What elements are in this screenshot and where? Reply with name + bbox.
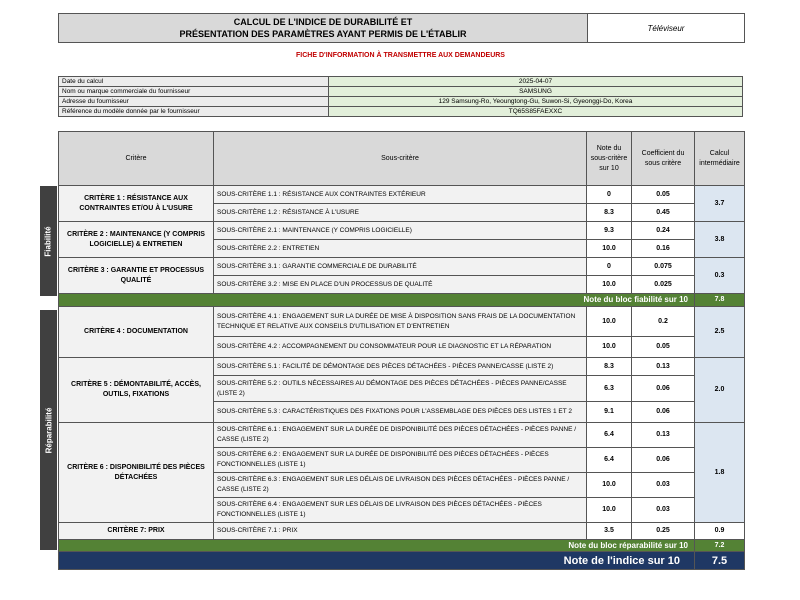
sub-criterion-coef: 0.24 (632, 222, 695, 240)
title-box (58, 13, 745, 43)
sub-criterion-note: 9.3 (587, 222, 632, 240)
title-line-1: CALCUL DE L'INDICE DE DURABILITÉ ET (233, 17, 413, 27)
header-calcul: Calcul intermédiaire (695, 132, 745, 186)
table-row (59, 523, 745, 540)
final-score-row (59, 552, 745, 570)
sub-criterion-note: 6.3 (587, 376, 632, 402)
criteria-table (58, 131, 745, 570)
criterion-name: CRITÈRE 3 : GARANTIE ET PROCESSUS QUALITÉ (59, 258, 214, 294)
product-type: Téléviseur (647, 23, 685, 33)
sub-criterion-label: SOUS-CRITÈRE 5.2 : OUTILS NÉCESSAIRES AU DÉMONTAGE DES PIÈCES DÉTACHÉES - PIÈCES PANNE/CASSE (LISTE 2) (214, 376, 587, 402)
sub-criterion-coef: 0.05 (632, 337, 695, 358)
sub-criterion-coef: 0.03 (632, 498, 695, 523)
bloc-fiabilite-row (59, 294, 745, 307)
criterion-name: CRITÈRE 5 : DÉMONTABILITÉ, ACCÈS, OUTILS, FIXATIONS (59, 358, 214, 423)
intermediate-score: 0.9 (695, 523, 745, 540)
sub-criterion-coef: 0.13 (632, 423, 695, 448)
info-row (59, 107, 743, 117)
sub-criterion-label: SOUS-CRITÈRE 6.2 : ENGAGEMENT SUR LA DURÉE DE DISPONIBILITÉ DES PIÈCES DÉTACHÉES - PIÈCES FONCTIONNELLES (LISTE 1) (214, 448, 587, 473)
sub-criterion-coef: 0.16 (632, 240, 695, 258)
table-row (59, 222, 745, 240)
sub-criterion-note: 10.0 (587, 337, 632, 358)
sub-criterion-label: SOUS-CRITÈRE 6.4 : ENGAGEMENT SUR LES DÉLAIS DE LIVRAISON DES PIÈCES DÉTACHÉES - PIÈCES FONCTIONNELLES (LISTE 1) (214, 498, 587, 523)
header-critere: Critère (59, 132, 214, 186)
criterion-name: CRITÈRE 1 : RÉSISTANCE AUX CONTRAINTES ET/OU À L'USURE (59, 186, 214, 222)
sub-criterion-note: 10.0 (587, 276, 632, 294)
criterion-name: CRITÈRE 6 : DISPONIBILITÉ DES PIÈCES DÉTACHÉES (59, 423, 214, 523)
bloc-reparabilite-row (59, 540, 745, 552)
header-row (59, 132, 745, 186)
info-row (59, 97, 743, 107)
info-value: SAMSUNG (329, 87, 743, 97)
criterion-name: CRITÈRE 2 : MAINTENANCE (Y COMPRIS LOGICIELLE) & ENTRETIEN (59, 222, 214, 258)
info-label: Nom ou marque commerciale du fournisseur (59, 87, 329, 97)
document-title (59, 14, 588, 42)
sub-criterion-note: 0 (587, 258, 632, 276)
sub-criterion-note: 0 (587, 186, 632, 204)
sub-criterion-coef: 0.06 (632, 448, 695, 473)
intermediate-score: 3.7 (695, 186, 745, 222)
sub-criterion-coef: 0.25 (632, 523, 695, 540)
sub-criterion-label: SOUS-CRITÈRE 4.2 : ACCOMPAGNEMENT DU CONSOMMATEUR POUR LE DIAGNOSTIC ET LA RÉPARATION (214, 337, 587, 358)
sub-criterion-note: 6.4 (587, 423, 632, 448)
sub-criterion-note: 10.0 (587, 307, 632, 337)
criterion-name: CRITÈRE 7: PRIX (59, 523, 214, 540)
intermediate-score: 2.0 (695, 358, 745, 423)
sub-criterion-note: 6.4 (587, 448, 632, 473)
sub-criterion-label: SOUS-CRITÈRE 5.3 : CARACTÉRISTIQUES DES FIXATIONS POUR L'ASSEMBLAGE DES PIÈCES DES LISTES 1 ET 2 (214, 402, 587, 423)
sub-criterion-label: SOUS-CRITÈRE 2.2 : ENTRETIEN (214, 240, 587, 258)
intermediate-score: 1.8 (695, 423, 745, 523)
table-row (59, 307, 745, 337)
sub-criterion-label: SOUS-CRITÈRE 1.2 : RÉSISTANCE À L'USURE (214, 204, 587, 222)
sub-criterion-label: SOUS-CRITÈRE 2.1 : MAINTENANCE (Y COMPRIS LOGICIELLE) (214, 222, 587, 240)
sub-criterion-coef: 0.025 (632, 276, 695, 294)
sub-criterion-label: SOUS-CRITÈRE 3.2 : MISE EN PLACE D'UN PROCESSUS DE QUALITÉ (214, 276, 587, 294)
bloc-reparabilite-label: Note du bloc réparabilité sur 10 (59, 540, 695, 552)
info-row (59, 77, 743, 87)
sub-criterion-coef: 0.45 (632, 204, 695, 222)
block-label-fiabilite: Fiabilité (40, 186, 57, 296)
info-label: Référence du modèle donnée par le fournisseur (59, 107, 329, 117)
final-score-label: Note de l'indice sur 10 (59, 552, 695, 570)
header-coef: Coefficient du sous critère (632, 132, 695, 186)
table-row (59, 423, 745, 448)
sub-criterion-label: SOUS-CRITÈRE 7.1 : PRIX (214, 523, 587, 540)
table-row (59, 186, 745, 204)
sub-criterion-note: 9.1 (587, 402, 632, 423)
header-note: Note du sous-critère sur 10 (587, 132, 632, 186)
sub-criterion-coef: 0.13 (632, 358, 695, 376)
table-row (59, 358, 745, 376)
table-row (59, 258, 745, 276)
sub-criterion-label: SOUS-CRITÈRE 3.1 : GARANTIE COMMERCIALE DE DURABILITÉ (214, 258, 587, 276)
final-score-value: 7.5 (695, 552, 745, 570)
sub-criterion-note: 8.3 (587, 358, 632, 376)
sub-criterion-coef: 0.06 (632, 376, 695, 402)
info-label: Adresse du fournisseur (59, 97, 329, 107)
sub-criterion-coef: 0.03 (632, 473, 695, 498)
sub-criterion-coef: 0.2 (632, 307, 695, 337)
block-label-reparabilite: Réparabilité (40, 310, 57, 550)
bloc-fiabilite-label: Note du bloc fiabilité sur 10 (59, 294, 695, 307)
header-sous-critere: Sous-critère (214, 132, 587, 186)
info-value: 129 Samsung-Ro, Yeoungtong-Gu, Suwon-Si, Gyeonggi-Do, Korea (329, 97, 743, 107)
sub-criterion-note: 3.5 (587, 523, 632, 540)
sub-criterion-note: 10.0 (587, 473, 632, 498)
sub-criterion-label: SOUS-CRITÈRE 6.1 : ENGAGEMENT SUR LA DURÉE DE DISPONIBILITÉ DES PIÈCES DÉTACHÉES - PIÈCES PANNE / CASSE (LISTE 2) (214, 423, 587, 448)
bloc-reparabilite-value: 7.2 (695, 540, 745, 552)
info-label: Date du calcul (59, 77, 329, 87)
sub-criterion-coef: 0.06 (632, 402, 695, 423)
subtitle: FICHE D'INFORMATION À TRANSMETTRE AUX DEMANDEURS (296, 52, 505, 59)
info-value: 2025-04-07 (329, 77, 743, 87)
title-line-2: PRÉSENTATION DES PARAMÈTRES AYANT PERMIS DE L'ÉTABLIR (179, 29, 467, 39)
info-row (59, 87, 743, 97)
bloc-fiabilite-value: 7.8 (695, 294, 745, 307)
sub-criterion-note: 8.3 (587, 204, 632, 222)
info-value: TQ65S85FAEXXC (329, 107, 743, 117)
supplier-info-table (58, 76, 743, 117)
sub-criterion-label: SOUS-CRITÈRE 6.3 : ENGAGEMENT SUR LES DÉLAIS DE LIVRAISON DES PIÈCES DÉTACHÉES - PIÈCES PANNE / CASSE (LISTE 2) (214, 473, 587, 498)
intermediate-score: 3.8 (695, 222, 745, 258)
sub-criterion-label: SOUS-CRITÈRE 5.1 : FACILITÉ DE DÉMONTAGE DES PIÈCES DÉTACHÉES - PIÈCES PANNE/CASSE (LISTE 2) (214, 358, 587, 376)
intermediate-score: 0.3 (695, 258, 745, 294)
sub-criterion-label: SOUS-CRITÈRE 4.1 : ENGAGEMENT SUR LA DURÉE DE MISE À DISPOSITION SANS FRAIS DE LA DOCUMENTATION TECHNIQUE ET RELATIVE AUX CONSEILS D'UTILISATION ET D'ENTRETIEN (214, 307, 587, 337)
sub-criterion-coef: 0.075 (632, 258, 695, 276)
sub-criterion-note: 10.0 (587, 240, 632, 258)
intermediate-score: 2.5 (695, 307, 745, 358)
sub-criterion-note: 10.0 (587, 498, 632, 523)
sub-criterion-label: SOUS-CRITÈRE 1.1 : RÉSISTANCE AUX CONTRAINTES EXTÉRIEUR (214, 186, 587, 204)
criterion-name: CRITÈRE 4 : DOCUMENTATION (59, 307, 214, 358)
sub-criterion-coef: 0.05 (632, 186, 695, 204)
